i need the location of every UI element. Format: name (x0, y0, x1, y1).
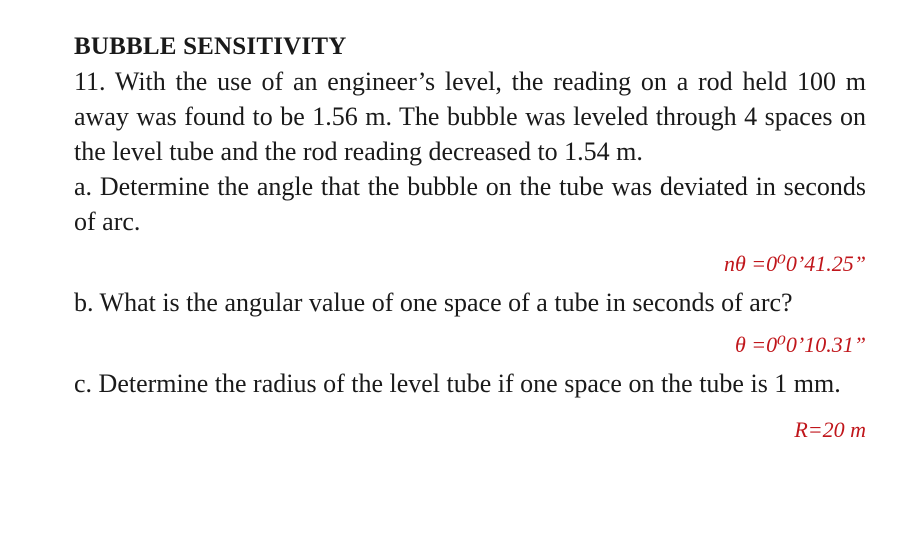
part-a-answer: nθ =0⁰0’41.25” (723, 251, 866, 276)
part-b-answer: θ =0⁰0’10.31” (734, 332, 866, 357)
part-a-question: a. Determine the angle that the bubble on the tube was deviated in seconds of arc. (74, 172, 866, 236)
part-b-question: b. What is the angular value of one space of a tube in seconds of arc? (74, 288, 793, 317)
document-page (74, 30, 866, 445)
part-c-answer: R=20 m (794, 417, 866, 442)
part-c-question: c. Determine the radius of the level tube if one space on the tube is 1 mm. (74, 369, 841, 398)
problem-statement: 11. With the use of an engineer’s level, the reading on a rod held 100 m away was found to be 1.56 m. The bubble was leveled through 4 spaces on the level tube and the rod reading decreased to 1.54 m. (74, 67, 866, 166)
section-title: BUBBLE SENSITIVITY (74, 33, 347, 60)
